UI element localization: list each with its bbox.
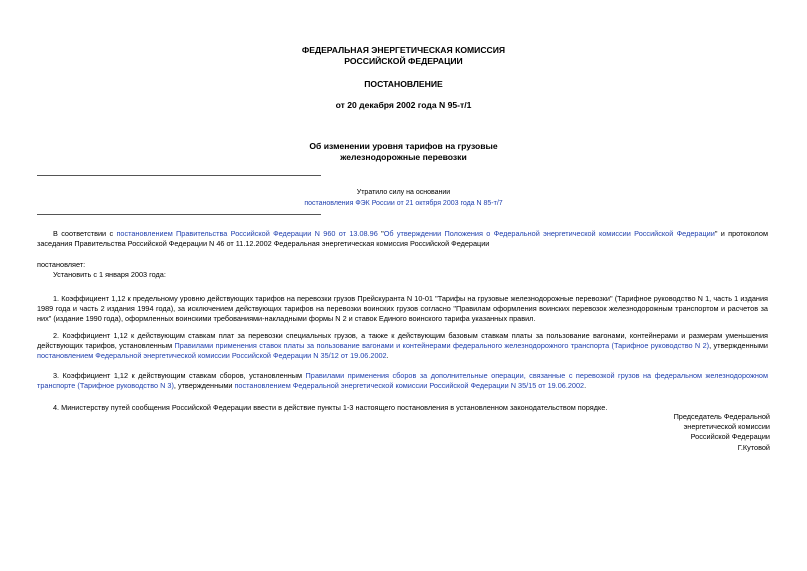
divider-top	[37, 175, 321, 176]
signature-line3: Российской Федерации	[690, 432, 770, 442]
org-name-line1: ФЕДЕРАЛЬНАЯ ЭНЕРГЕТИЧЕСКАЯ КОМИССИЯ	[301, 45, 506, 55]
signature-block	[674, 412, 770, 453]
document-title-line1: Об изменении уровня тарифов на грузовые	[309, 141, 498, 151]
document-type: ПОСТАНОВЛЕНИЕ	[364, 79, 443, 89]
repeal-decree-link[interactable]: постановления ФЭК России от 21 октября 2003 года N 85-т/7	[304, 200, 503, 207]
signature-line2: энергетической комиссии	[683, 422, 770, 432]
item-3-text-3: .	[584, 381, 587, 391]
item-2-paragraph	[37, 331, 768, 362]
commission-regulation-link[interactable]: Об утверждении Положения о Федеральной энергетической комиссии Российской Федерации	[383, 229, 715, 238]
item-3-text-1: 3. Коэффициент 1,12 к действующим ставкам сборов, установленным	[53, 371, 306, 380]
status-note: Утратило силу на основании	[356, 189, 451, 196]
item-3-text-2: , утвержденными	[173, 381, 235, 391]
divider-bottom	[37, 214, 321, 215]
document-date-number: от 20 декабря 2002 года N 95-т/1	[335, 100, 472, 110]
document-title-line2: железнодорожные перевозки	[340, 152, 467, 162]
item-1-paragraph: 1. Коэффициент 1,12 к предельному уровню действующих тарифов на перевозки грузов Прейскуранта N 10-01 "Тарифы на грузовые железнодорожные перевозки" (Тарифное руководство N 1, часть 1 издания 1989 года и часть 2 издания 1994 года), за исключением действующих тарифов на перевозки воинских грузов согласно "Правилам оформления воинских перевозок железнодорожным транспортом и расчетов за них" (издание 1990 года), оформленных воинскими требованиями-накладными формы N 2 и ставок Единого воинского тарифа указанных правил.	[37, 294, 768, 324]
org-name-line2: РОССИЙСКОЙ ФЕДЕРАЦИИ	[344, 56, 463, 66]
tariff-guide-3-link[interactable]: Правилами применения сборов за дополнительные операции, связанные с перевозкой грузов на федеральном железнодорожном транспорте (Тарифное руководство N 3)	[37, 371, 768, 391]
preamble-text-1: В соответствии с	[53, 229, 117, 238]
tariff-guide-2-link[interactable]: Правилами применения ставок платы за пользование вагонами и контейнерами федерального железнодорожного транспорта (Тарифное руководство N 2)	[174, 341, 710, 351]
establish-label: Установить с 1 января 2003 года:	[53, 270, 166, 279]
signatory-name: Г.Кутовой	[737, 442, 770, 452]
item-2-text-3: .	[386, 351, 389, 361]
decree-35-12-link[interactable]: постановлением Федеральной энергетической комиссии Российской Федерации N 35/12 от 19.06.2002	[37, 351, 387, 361]
item-4-paragraph: 4. Министерству путей сообщения Российской Федерации ввести в действие пункты 1-3 настоящего постановления в установленном законодательством порядке.	[53, 403, 608, 412]
preamble-text-2: "	[377, 229, 384, 238]
preamble-text-3: " и протоколом заседания Правительства Российской Федерации N 46 от 11.12.2002 Федеральная энергетическая комиссия Российской Федерации	[37, 229, 768, 249]
decree-35-15-link[interactable]: постановлением Федеральной энергетической комиссии Российской Федерации N 35/15 от 19.06.2002	[234, 381, 585, 391]
resolves-label: постановляет:	[37, 260, 86, 269]
item-3-paragraph	[37, 371, 768, 391]
status-note-link-row	[0, 199, 807, 209]
government-decree-link[interactable]: постановлением Правительства Российской Федерации N 960 от 13.08.96	[116, 229, 378, 238]
item-2-text-2: , утвержденными	[709, 341, 768, 351]
item-2-text-1: 2. Коэффициент 1,12 к действующим ставкам плат за перевозки специальных грузов, а также к действующим базовым ставкам платы за пользование вагонами, контейнерами и размерам уменьшения действующих тарифов, установленным	[37, 331, 768, 351]
signature-line1: Председатель Федеральной	[673, 412, 770, 421]
preamble-paragraph	[37, 229, 768, 249]
